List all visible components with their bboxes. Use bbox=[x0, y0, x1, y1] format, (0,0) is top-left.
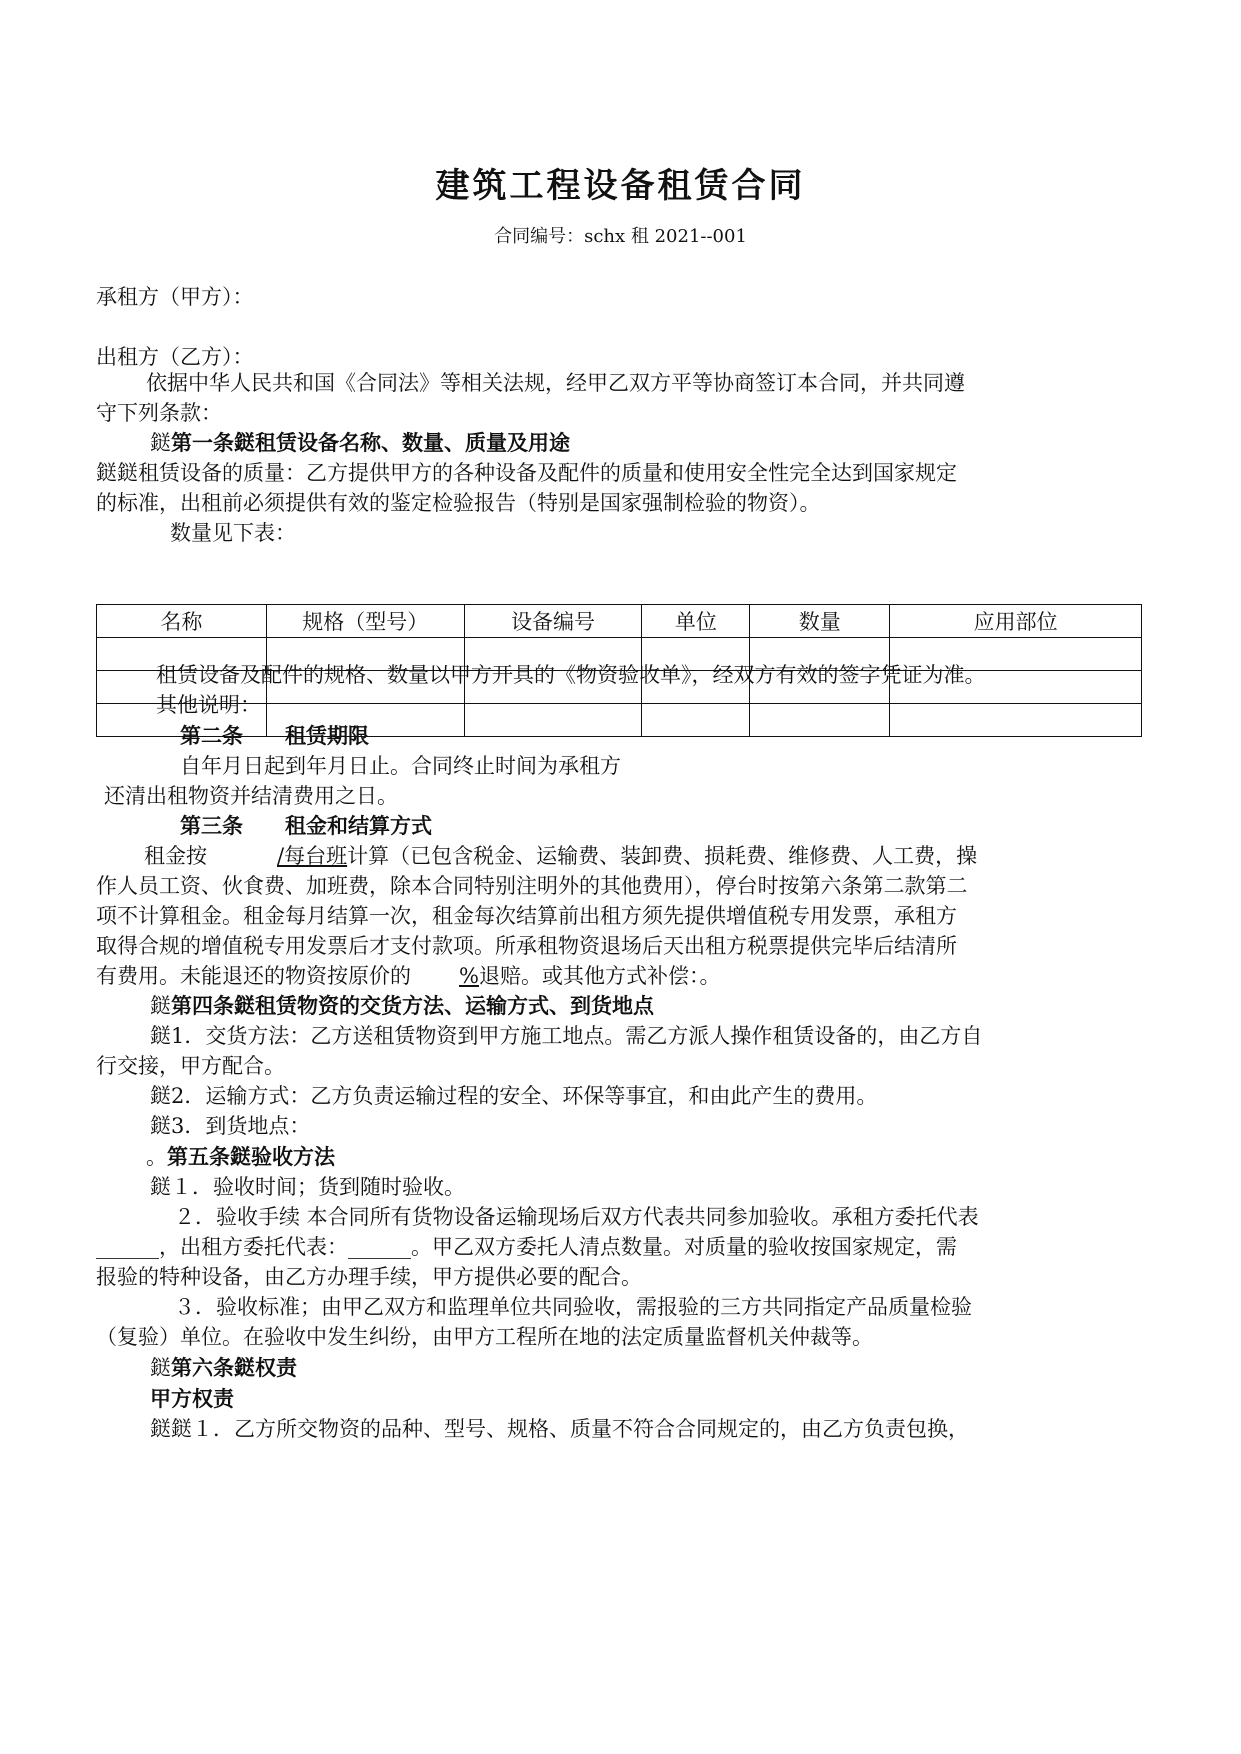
article-1-para-1: 鎹鎹租赁设备的质量：乙方提供甲方的各种设备及配件的质量和使用安全性完全达到国家规定 bbox=[96, 461, 957, 485]
article-3-text: 有费用。未能退还的物资按原价的 bbox=[96, 964, 411, 988]
article-3-text: 退赔。或其他方式补偿：。 bbox=[478, 964, 721, 988]
table-header-cell: 名称 bbox=[97, 605, 267, 638]
article-5-para-4: 报验的特种设备，由乙方办理手续，甲方提供必要的配合。 bbox=[96, 1265, 642, 1289]
article-2-title: 租赁期限 bbox=[285, 723, 369, 748]
intro-line-1: 依据中华人民共和国《合同法》等相关法规，经甲乙双方平等协商签订本合同，并共同遵 bbox=[146, 371, 965, 395]
table-cell bbox=[890, 704, 1142, 737]
article-6-subheading: 甲方权责 bbox=[150, 1386, 234, 1411]
table-header-cell: 数量 bbox=[750, 605, 890, 638]
article-5-para-5: ３．验收标准；由甲乙双方和监理单位共同验收，需报验的三方共同指定产品质量检验 bbox=[174, 1295, 972, 1319]
article-1-title: 第一条鎹租赁设备名称、数量、质量及用途 bbox=[171, 430, 570, 455]
article-2-heading bbox=[180, 721, 369, 751]
article-1-heading bbox=[150, 428, 570, 458]
table-header-row bbox=[97, 605, 1142, 638]
table-cell bbox=[642, 704, 750, 737]
article-6-para-1: 鎹鎹１．乙方所交物资的品种、型号、规格、质量不符合合同规定的，由乙方负责包换， bbox=[150, 1417, 969, 1441]
compensation-percent-blank bbox=[411, 964, 479, 988]
article-3-para-3: 项不计算租金。租金每月结算一次，租金每次结算前出租方须先提供增值税专用发票，承租方 bbox=[96, 904, 957, 928]
article-1-prefix: 鎹 bbox=[150, 431, 171, 455]
document-title: 建筑工程设备租赁合同 bbox=[435, 166, 806, 206]
table-header-cell: 应用部位 bbox=[890, 605, 1142, 638]
article-1-para-3: 数量见下表： bbox=[170, 521, 296, 545]
lessee-line: 承租方（甲方）： bbox=[96, 285, 254, 309]
article-3-para-1 bbox=[144, 841, 977, 871]
article-2-para-1: 自年月日起到年月日止。合同终止时间为承租方 bbox=[180, 754, 621, 778]
article-1-para-4: 租赁设备及配件的规格、数量以甲方开具的《物资验收单》，经双方有效的签字凭证为准。 bbox=[156, 663, 986, 687]
article-4-para-4: 鎹3．到货地点： bbox=[150, 1114, 311, 1138]
article-4-heading bbox=[150, 991, 654, 1021]
article-5-para-3: ______，出租方委托代表：______。甲乙双方委托人清点数量。对质量的验收按国家规定，需 bbox=[96, 1235, 957, 1259]
article-5-para-2: ２．验收手续 本合同所有货物设备运输现场后双方代表共同参加验收。承租方委托代表 bbox=[174, 1205, 979, 1229]
table-header-cell: 规格（型号） bbox=[266, 605, 464, 638]
article-2-para-2: 还清出租物资并结清费用之日。 bbox=[104, 784, 398, 808]
article-4-prefix: 鎹 bbox=[150, 994, 171, 1018]
article-3-para-4: 取得合规的增值税专用发票后才支付款项。所承租物资退场后天出租方税票提供完毕后结清所 bbox=[96, 934, 957, 958]
article-3-title: 租金和结算方式 bbox=[285, 813, 432, 838]
article-4-para-3: 鎹2．运输方式：乙方负责运输过程的安全、环保等事宜，和由此产生的费用。 bbox=[150, 1084, 878, 1108]
article-2-number: 第二条 bbox=[180, 723, 243, 748]
article-5-para-6: （复验）单位。在验收中发生纠纷，由甲方工程所在地的法定质量监督机关仲裁等。 bbox=[96, 1325, 873, 1349]
percent-sign: % bbox=[459, 964, 479, 988]
table-cell bbox=[750, 704, 890, 737]
rent-unit: /每台班 bbox=[277, 844, 348, 868]
article-4-para-2: 行交接，甲方配合。 bbox=[96, 1054, 285, 1078]
article-1-para-5: 其他说明： bbox=[156, 693, 261, 717]
article-4-title: 第四条鎹租赁物资的交货方法、运输方式、到货地点 bbox=[171, 993, 654, 1018]
intro-line-2: 守下列条款： bbox=[96, 401, 222, 425]
table-cell bbox=[464, 704, 642, 737]
article-3-number: 第三条 bbox=[180, 813, 243, 838]
article-5-para-1: 鎹１．验收时间；货到随时验收。 bbox=[150, 1175, 465, 1199]
lessor-line: 出租方（乙方）： bbox=[96, 345, 254, 369]
article-6-heading bbox=[150, 1353, 297, 1383]
article-3-para-2: 作人员工资、伙食费、加班费，除本合同特别注明外的其他费用），停台时按第六条第二款第二 bbox=[96, 874, 968, 898]
contract-number: 合同编号：schx 租 2021--001 bbox=[494, 226, 747, 247]
rent-rate-blank bbox=[207, 844, 347, 868]
article-6-prefix: 鎹 bbox=[150, 1356, 171, 1380]
article-3-text: 租金按 bbox=[144, 844, 207, 868]
article-3-heading bbox=[180, 811, 432, 841]
article-6-title: 第六条鎹权责 bbox=[171, 1355, 297, 1380]
table-header-cell: 单位 bbox=[642, 605, 750, 638]
table-header-cell: 设备编号 bbox=[464, 605, 642, 638]
article-1-para-2: 的标准，出租前必须提供有效的鉴定检验报告（特别是国家强制检验的物资）。 bbox=[96, 491, 821, 515]
article-5-title: 第五条鎹验收方法 bbox=[167, 1144, 335, 1169]
article-3-para-5 bbox=[96, 961, 720, 991]
article-5-prefix: 。 bbox=[146, 1145, 167, 1169]
article-4-para-1: 鎹1．交货方法：乙方送租赁物资到甲方施工地点。需乙方派人操作租赁设备的，由乙方自 bbox=[150, 1024, 983, 1048]
article-3-text: 计算（已包含税金、运输费、装卸费、损耗费、维修费、人工费，操 bbox=[347, 844, 978, 868]
article-5-heading bbox=[146, 1142, 335, 1172]
